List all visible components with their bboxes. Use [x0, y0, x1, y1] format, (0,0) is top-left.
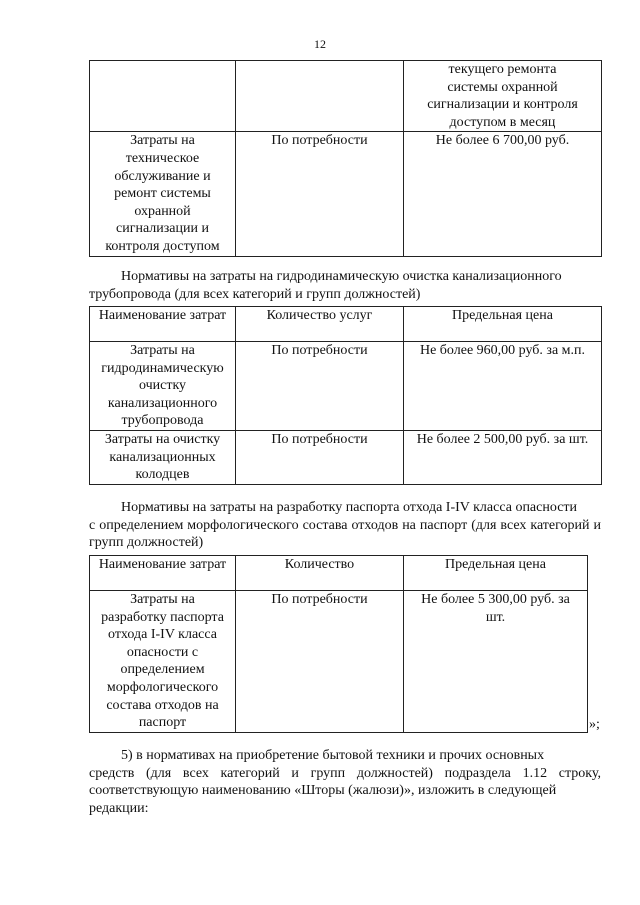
price-cell: текущего ремонта системы охранной сигнализации и контроля доступом в месяц	[404, 61, 602, 132]
price-cell: Не более 6 700,00 руб.	[404, 132, 602, 257]
table-header-row	[90, 556, 588, 591]
quantity-cell: По потребности	[236, 430, 404, 484]
page-number: 12	[314, 37, 326, 51]
header-name: Наименование затрат	[90, 556, 236, 591]
cost-name-cell: Затраты на гидродинамическую очистку канализационного трубопровода	[90, 342, 236, 431]
table-row	[90, 342, 602, 431]
section-heading-waste-passport	[89, 499, 601, 552]
table-row	[90, 430, 602, 484]
cost-name-cell: Затраты на разработку паспорта отхода I-IV класса опасности с определением морфологического состава отходов на паспорт	[90, 591, 236, 733]
header-price: Предельная цена	[404, 556, 588, 591]
paragraph-first-line: 5) в нормативах на приобретение бытовой техники и прочих основных	[121, 748, 545, 763]
table-row	[90, 591, 588, 733]
table-row	[90, 132, 602, 257]
price-cell: Не более 5 300,00 руб. за шт.	[404, 591, 588, 733]
quantity-cell	[236, 61, 404, 132]
cost-name-cell: Затраты на очистку канализационных колодцев	[90, 430, 236, 484]
heading-rest: с определением морфологического состава отходов на паспорт (для всех категорий и групп должностей)	[89, 517, 601, 551]
heading-first-line: Нормативы на затраты на гидродинамическую очистка канализационного	[121, 269, 562, 284]
table-row	[90, 61, 602, 132]
table-closing-quote: »;	[589, 717, 600, 732]
waste-passport-table	[89, 555, 588, 733]
cost-name-cell: Затраты на техническое обслуживание и ремонт системы охранной сигнализации и контроля доступом	[90, 132, 236, 257]
paragraph-last-line: редакции:	[89, 800, 149, 816]
heading-first-line: Нормативы на затраты на разработку паспорта отхода I-IV класса опасности	[121, 500, 578, 515]
paragraph-body: средств (для всех категорий и групп должностей) подраздела 1.12 строку, соответствующую наименованию «Шторы (жалюзи)», изложить в следующей	[89, 765, 601, 799]
cost-name-cell	[90, 61, 236, 132]
header-name: Наименование затрат	[90, 307, 236, 342]
price-cell: Не более 960,00 руб. за м.п.	[404, 342, 602, 431]
sewer-cleaning-table	[89, 306, 602, 485]
header-quantity: Количество услуг	[236, 307, 404, 342]
header-quantity: Количество	[236, 556, 404, 591]
quantity-cell: По потребности	[236, 342, 404, 431]
price-cell: Не более 2 500,00 руб. за шт.	[404, 430, 602, 484]
quantity-cell: По потребности	[236, 591, 404, 733]
quantity-cell: По потребности	[236, 132, 404, 257]
table-header-row	[90, 307, 602, 342]
section-heading-sewer-cleaning	[89, 268, 601, 303]
heading-rest: трубопровода (для всех категорий и групп должностей)	[89, 286, 421, 302]
equipment-costs-table	[89, 60, 602, 257]
header-price: Предельная цена	[404, 307, 602, 342]
paragraph-item-5	[89, 747, 601, 817]
